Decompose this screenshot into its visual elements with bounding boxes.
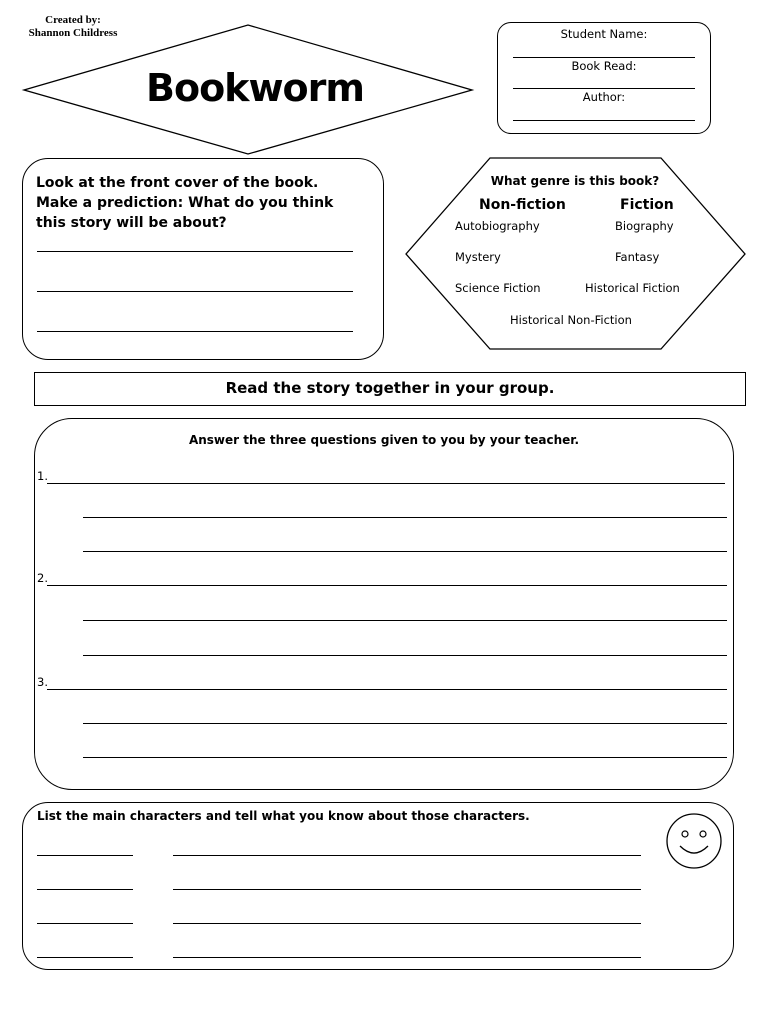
character-description-line[interactable] [173, 923, 641, 924]
character-name-line[interactable] [37, 889, 133, 890]
prediction-line[interactable] [37, 291, 353, 292]
question-number-2: 2. [37, 571, 48, 585]
book-read-line[interactable] [513, 88, 695, 89]
characters-heading: List the main characters and tell what you know about those characters. [37, 809, 530, 823]
question-number-3: 3. [37, 675, 48, 689]
characters-box [22, 802, 734, 970]
answer-line[interactable] [83, 723, 727, 724]
answer-line[interactable] [47, 483, 725, 484]
page-title: Bookworm [146, 66, 364, 110]
genre-science-fiction[interactable]: Science Fiction [455, 281, 541, 295]
genre-biography[interactable]: Biography [615, 219, 674, 233]
prediction-prompt: Look at the front cover of the book. Make a prediction: What do you think this story will be about? [36, 175, 334, 231]
credit-line-1: Created by: [45, 14, 101, 26]
genre-question: What genre is this book? [490, 174, 660, 188]
answer-line[interactable] [47, 585, 727, 586]
character-name-line[interactable] [37, 855, 133, 856]
author-line[interactable] [513, 120, 695, 121]
author-label: Author: [582, 90, 626, 104]
questions-heading: Answer the three questions given to you by your teacher. [188, 433, 580, 447]
student-info-box [497, 22, 711, 134]
student-name-line[interactable] [513, 57, 695, 58]
answer-line[interactable] [83, 757, 727, 758]
answer-line[interactable] [83, 551, 727, 552]
prediction-box [22, 158, 384, 360]
book-read-label: Book Read: [571, 59, 637, 73]
character-name-line[interactable] [37, 923, 133, 924]
read-instruction: Read the story together in your group. [34, 372, 746, 406]
student-name-label: Student Name: [560, 27, 648, 41]
answer-line[interactable] [83, 655, 727, 656]
prediction-line[interactable] [37, 251, 353, 252]
answer-line[interactable] [83, 517, 727, 518]
prediction-line[interactable] [37, 331, 353, 332]
question-number-1: 1. [37, 469, 48, 483]
genre-mystery[interactable]: Mystery [455, 250, 501, 264]
answer-line[interactable] [83, 620, 727, 621]
genre-autobiography[interactable]: Autobiography [455, 219, 540, 233]
genre-historical-fiction[interactable]: Historical Fiction [585, 281, 680, 295]
character-description-line[interactable] [173, 855, 641, 856]
character-description-line[interactable] [173, 957, 641, 958]
character-description-line[interactable] [173, 889, 641, 890]
fiction-heading: Fiction [620, 197, 674, 213]
nonfiction-heading: Non-fiction [479, 197, 566, 213]
genre-fantasy[interactable]: Fantasy [615, 250, 660, 264]
character-name-line[interactable] [37, 957, 133, 958]
credit-line-2: Shannon Childress [28, 27, 118, 39]
answer-line[interactable] [47, 689, 727, 690]
questions-box [34, 418, 734, 790]
genre-historical-nonfiction[interactable]: Historical Non-Fiction [510, 313, 632, 327]
smiley-face-icon [665, 812, 723, 870]
